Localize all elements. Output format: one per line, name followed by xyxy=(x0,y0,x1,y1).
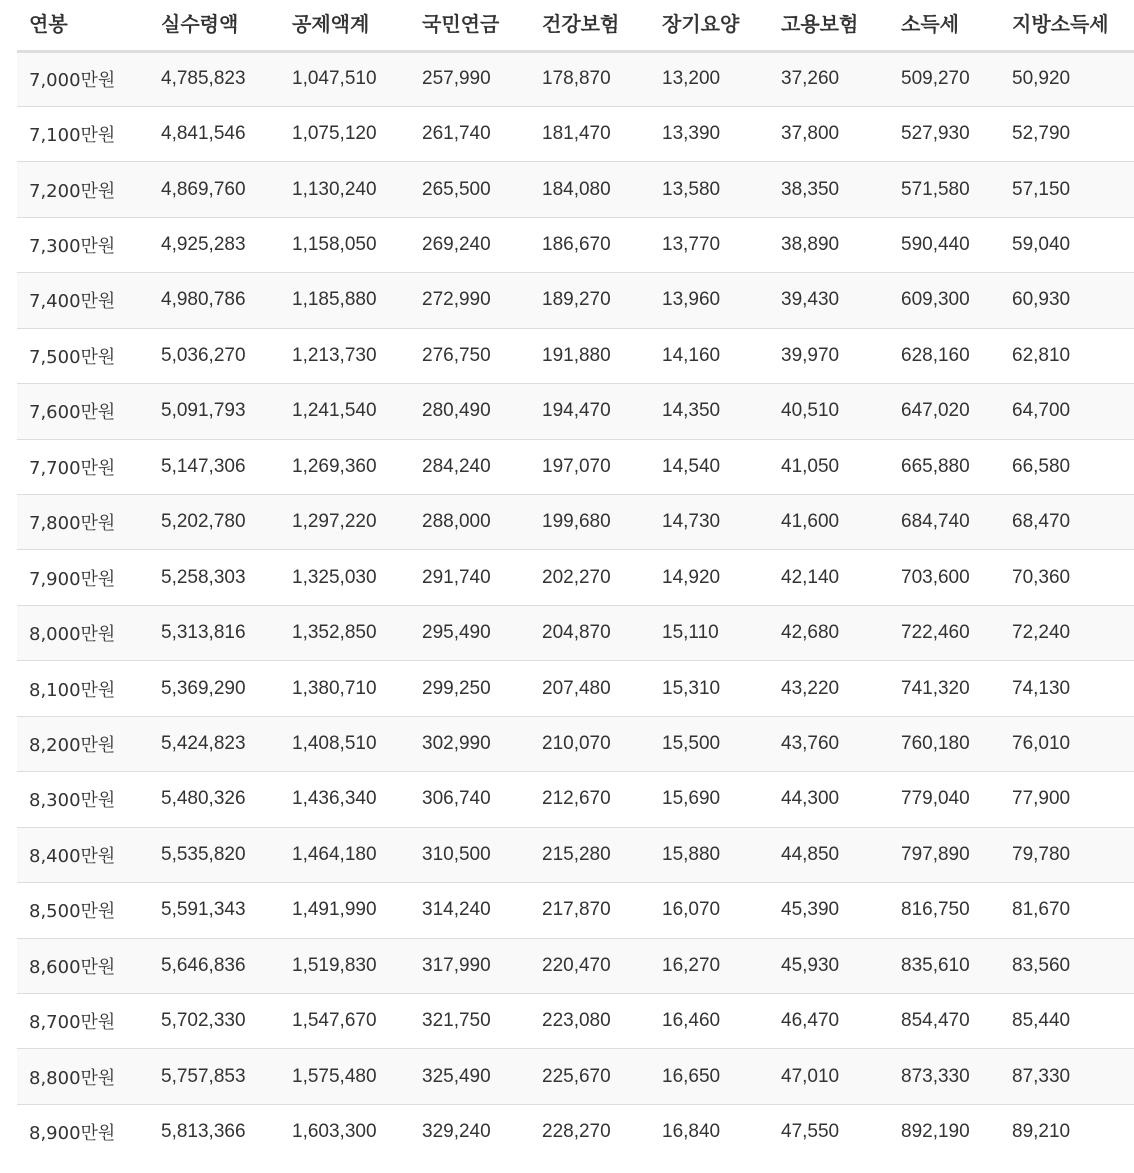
cell-health-insurance: 215,280 xyxy=(530,827,650,882)
cell-health-insurance: 199,680 xyxy=(530,495,650,550)
cell-national-pension: 299,250 xyxy=(410,661,530,716)
cell-salary: 8,700만원 xyxy=(17,993,149,1048)
cell-total-deductions: 1,130,240 xyxy=(280,162,410,217)
cell-health-insurance: 220,470 xyxy=(530,938,650,993)
cell-long-term-care: 15,500 xyxy=(650,716,769,771)
cell-employment-insurance: 41,050 xyxy=(769,439,889,494)
cell-income-tax: 722,460 xyxy=(889,605,1000,660)
cell-local-income-tax: 64,700 xyxy=(1000,384,1134,439)
cell-net-pay: 4,841,546 xyxy=(149,106,280,161)
table-header xyxy=(17,0,1134,51)
cell-employment-insurance: 46,470 xyxy=(769,993,889,1048)
cell-net-pay: 5,202,780 xyxy=(149,495,280,550)
table-row xyxy=(17,495,1134,550)
cell-national-pension: 329,240 xyxy=(410,1104,530,1159)
cell-health-insurance: 225,670 xyxy=(530,1049,650,1104)
table-row xyxy=(17,1049,1134,1104)
table-row xyxy=(17,661,1134,716)
cell-national-pension: 257,990 xyxy=(410,51,530,106)
cell-local-income-tax: 77,900 xyxy=(1000,772,1134,827)
cell-income-tax: 609,300 xyxy=(889,273,1000,328)
cell-income-tax: 760,180 xyxy=(889,716,1000,771)
cell-net-pay: 4,869,760 xyxy=(149,162,280,217)
cell-long-term-care: 14,730 xyxy=(650,495,769,550)
table-row xyxy=(17,51,1134,106)
cell-health-insurance: 202,270 xyxy=(530,550,650,605)
table-row xyxy=(17,162,1134,217)
table-row xyxy=(17,106,1134,161)
table-row xyxy=(17,439,1134,494)
header-long-term-care: 장기요양 xyxy=(650,0,769,51)
header-national-pension: 국민연금 xyxy=(410,0,530,51)
cell-local-income-tax: 57,150 xyxy=(1000,162,1134,217)
table-row xyxy=(17,993,1134,1048)
header-health-insurance: 건강보험 xyxy=(530,0,650,51)
cell-employment-insurance: 43,760 xyxy=(769,716,889,771)
cell-net-pay: 5,480,326 xyxy=(149,772,280,827)
header-employment-insurance: 고용보험 xyxy=(769,0,889,51)
cell-long-term-care: 13,200 xyxy=(650,51,769,106)
cell-salary: 7,200만원 xyxy=(17,162,149,217)
cell-local-income-tax: 76,010 xyxy=(1000,716,1134,771)
cell-local-income-tax: 62,810 xyxy=(1000,328,1134,383)
table-row xyxy=(17,827,1134,882)
cell-salary: 8,500만원 xyxy=(17,883,149,938)
cell-total-deductions: 1,436,340 xyxy=(280,772,410,827)
cell-employment-insurance: 40,510 xyxy=(769,384,889,439)
cell-national-pension: 317,990 xyxy=(410,938,530,993)
cell-health-insurance: 212,670 xyxy=(530,772,650,827)
cell-salary: 7,500만원 xyxy=(17,328,149,383)
cell-income-tax: 647,020 xyxy=(889,384,1000,439)
cell-net-pay: 5,702,330 xyxy=(149,993,280,1048)
cell-national-pension: 288,000 xyxy=(410,495,530,550)
cell-employment-insurance: 38,890 xyxy=(769,217,889,272)
header-local-income-tax: 지방소득세 xyxy=(1000,0,1134,51)
cell-national-pension: 321,750 xyxy=(410,993,530,1048)
cell-net-pay: 5,591,343 xyxy=(149,883,280,938)
cell-income-tax: 628,160 xyxy=(889,328,1000,383)
cell-total-deductions: 1,547,670 xyxy=(280,993,410,1048)
salary-table xyxy=(17,0,1134,1160)
cell-health-insurance: 184,080 xyxy=(530,162,650,217)
cell-long-term-care: 13,580 xyxy=(650,162,769,217)
cell-national-pension: 310,500 xyxy=(410,827,530,882)
cell-total-deductions: 1,408,510 xyxy=(280,716,410,771)
cell-national-pension: 272,990 xyxy=(410,273,530,328)
cell-income-tax: 590,440 xyxy=(889,217,1000,272)
cell-net-pay: 5,258,303 xyxy=(149,550,280,605)
table-row xyxy=(17,938,1134,993)
cell-income-tax: 779,040 xyxy=(889,772,1000,827)
cell-employment-insurance: 37,260 xyxy=(769,51,889,106)
cell-local-income-tax: 89,210 xyxy=(1000,1104,1134,1159)
cell-net-pay: 5,147,306 xyxy=(149,439,280,494)
cell-health-insurance: 223,080 xyxy=(530,993,650,1048)
cell-net-pay: 5,369,290 xyxy=(149,661,280,716)
cell-income-tax: 892,190 xyxy=(889,1104,1000,1159)
cell-local-income-tax: 68,470 xyxy=(1000,495,1134,550)
header-total-deductions: 공제액계 xyxy=(280,0,410,51)
cell-total-deductions: 1,575,480 xyxy=(280,1049,410,1104)
cell-national-pension: 261,740 xyxy=(410,106,530,161)
cell-income-tax: 873,330 xyxy=(889,1049,1000,1104)
cell-total-deductions: 1,158,050 xyxy=(280,217,410,272)
cell-long-term-care: 15,880 xyxy=(650,827,769,882)
cell-net-pay: 4,925,283 xyxy=(149,217,280,272)
cell-local-income-tax: 72,240 xyxy=(1000,605,1134,660)
cell-employment-insurance: 47,550 xyxy=(769,1104,889,1159)
cell-salary: 8,300만원 xyxy=(17,772,149,827)
cell-long-term-care: 15,310 xyxy=(650,661,769,716)
cell-net-pay: 5,091,793 xyxy=(149,384,280,439)
cell-total-deductions: 1,185,880 xyxy=(280,273,410,328)
table-row xyxy=(17,328,1134,383)
cell-total-deductions: 1,519,830 xyxy=(280,938,410,993)
cell-salary: 7,000만원 xyxy=(17,51,149,106)
cell-national-pension: 284,240 xyxy=(410,439,530,494)
cell-health-insurance: 189,270 xyxy=(530,273,650,328)
header-row xyxy=(17,0,1134,51)
cell-net-pay: 5,646,836 xyxy=(149,938,280,993)
cell-local-income-tax: 85,440 xyxy=(1000,993,1134,1048)
cell-salary: 8,000만원 xyxy=(17,605,149,660)
cell-net-pay: 5,036,270 xyxy=(149,328,280,383)
cell-long-term-care: 14,160 xyxy=(650,328,769,383)
cell-income-tax: 854,470 xyxy=(889,993,1000,1048)
cell-salary: 8,800만원 xyxy=(17,1049,149,1104)
cell-long-term-care: 16,070 xyxy=(650,883,769,938)
cell-total-deductions: 1,603,300 xyxy=(280,1104,410,1159)
cell-total-deductions: 1,325,030 xyxy=(280,550,410,605)
cell-long-term-care: 13,960 xyxy=(650,273,769,328)
header-net-pay: 실수령액 xyxy=(149,0,280,51)
cell-salary: 8,200만원 xyxy=(17,716,149,771)
cell-salary: 7,400만원 xyxy=(17,273,149,328)
cell-health-insurance: 181,470 xyxy=(530,106,650,161)
table-row xyxy=(17,716,1134,771)
cell-employment-insurance: 41,600 xyxy=(769,495,889,550)
cell-national-pension: 280,490 xyxy=(410,384,530,439)
cell-local-income-tax: 59,040 xyxy=(1000,217,1134,272)
cell-health-insurance: 186,670 xyxy=(530,217,650,272)
cell-long-term-care: 14,350 xyxy=(650,384,769,439)
cell-employment-insurance: 45,390 xyxy=(769,883,889,938)
cell-employment-insurance: 47,010 xyxy=(769,1049,889,1104)
cell-net-pay: 5,424,823 xyxy=(149,716,280,771)
cell-national-pension: 302,990 xyxy=(410,716,530,771)
cell-income-tax: 741,320 xyxy=(889,661,1000,716)
cell-long-term-care: 13,770 xyxy=(650,217,769,272)
cell-local-income-tax: 83,560 xyxy=(1000,938,1134,993)
cell-total-deductions: 1,464,180 xyxy=(280,827,410,882)
cell-income-tax: 665,880 xyxy=(889,439,1000,494)
cell-net-pay: 4,785,823 xyxy=(149,51,280,106)
cell-health-insurance: 210,070 xyxy=(530,716,650,771)
cell-long-term-care: 16,650 xyxy=(650,1049,769,1104)
cell-long-term-care: 14,920 xyxy=(650,550,769,605)
salary-table-container xyxy=(17,0,1134,1160)
cell-employment-insurance: 45,930 xyxy=(769,938,889,993)
cell-total-deductions: 1,241,540 xyxy=(280,384,410,439)
cell-salary: 7,700만원 xyxy=(17,439,149,494)
cell-national-pension: 325,490 xyxy=(410,1049,530,1104)
cell-salary: 7,300만원 xyxy=(17,217,149,272)
cell-salary: 7,800만원 xyxy=(17,495,149,550)
cell-long-term-care: 13,390 xyxy=(650,106,769,161)
cell-income-tax: 797,890 xyxy=(889,827,1000,882)
cell-local-income-tax: 81,670 xyxy=(1000,883,1134,938)
cell-income-tax: 703,600 xyxy=(889,550,1000,605)
cell-health-insurance: 194,470 xyxy=(530,384,650,439)
cell-salary: 8,600만원 xyxy=(17,938,149,993)
cell-income-tax: 571,580 xyxy=(889,162,1000,217)
cell-health-insurance: 207,480 xyxy=(530,661,650,716)
cell-national-pension: 291,740 xyxy=(410,550,530,605)
cell-income-tax: 509,270 xyxy=(889,51,1000,106)
cell-net-pay: 5,313,816 xyxy=(149,605,280,660)
cell-health-insurance: 197,070 xyxy=(530,439,650,494)
cell-employment-insurance: 42,140 xyxy=(769,550,889,605)
cell-net-pay: 5,757,853 xyxy=(149,1049,280,1104)
cell-health-insurance: 228,270 xyxy=(530,1104,650,1159)
cell-employment-insurance: 37,800 xyxy=(769,106,889,161)
table-row xyxy=(17,883,1134,938)
cell-long-term-care: 16,840 xyxy=(650,1104,769,1159)
cell-net-pay: 5,813,366 xyxy=(149,1104,280,1159)
cell-long-term-care: 15,110 xyxy=(650,605,769,660)
cell-salary: 8,100만원 xyxy=(17,661,149,716)
cell-total-deductions: 1,352,850 xyxy=(280,605,410,660)
cell-salary: 7,600만원 xyxy=(17,384,149,439)
cell-local-income-tax: 79,780 xyxy=(1000,827,1134,882)
cell-employment-insurance: 44,300 xyxy=(769,772,889,827)
cell-salary: 7,900만원 xyxy=(17,550,149,605)
cell-total-deductions: 1,491,990 xyxy=(280,883,410,938)
cell-long-term-care: 14,540 xyxy=(650,439,769,494)
cell-employment-insurance: 39,430 xyxy=(769,273,889,328)
cell-local-income-tax: 60,930 xyxy=(1000,273,1134,328)
cell-health-insurance: 204,870 xyxy=(530,605,650,660)
cell-total-deductions: 1,297,220 xyxy=(280,495,410,550)
cell-local-income-tax: 87,330 xyxy=(1000,1049,1134,1104)
cell-salary: 8,400만원 xyxy=(17,827,149,882)
table-row xyxy=(17,384,1134,439)
header-income-tax: 소득세 xyxy=(889,0,1000,51)
cell-long-term-care: 15,690 xyxy=(650,772,769,827)
cell-local-income-tax: 66,580 xyxy=(1000,439,1134,494)
cell-national-pension: 269,240 xyxy=(410,217,530,272)
cell-national-pension: 306,740 xyxy=(410,772,530,827)
cell-salary: 8,900만원 xyxy=(17,1104,149,1159)
cell-health-insurance: 217,870 xyxy=(530,883,650,938)
table-body xyxy=(17,51,1134,1160)
cell-net-pay: 4,980,786 xyxy=(149,273,280,328)
cell-national-pension: 276,750 xyxy=(410,328,530,383)
header-salary: 연봉 xyxy=(17,0,149,51)
cell-total-deductions: 1,269,360 xyxy=(280,439,410,494)
cell-total-deductions: 1,047,510 xyxy=(280,51,410,106)
cell-employment-insurance: 44,850 xyxy=(769,827,889,882)
cell-total-deductions: 1,380,710 xyxy=(280,661,410,716)
table-row xyxy=(17,605,1134,660)
cell-total-deductions: 1,213,730 xyxy=(280,328,410,383)
cell-employment-insurance: 38,350 xyxy=(769,162,889,217)
cell-local-income-tax: 74,130 xyxy=(1000,661,1134,716)
cell-national-pension: 295,490 xyxy=(410,605,530,660)
cell-local-income-tax: 52,790 xyxy=(1000,106,1134,161)
cell-health-insurance: 178,870 xyxy=(530,51,650,106)
cell-net-pay: 5,535,820 xyxy=(149,827,280,882)
table-row xyxy=(17,217,1134,272)
cell-employment-insurance: 43,220 xyxy=(769,661,889,716)
cell-health-insurance: 191,880 xyxy=(530,328,650,383)
cell-long-term-care: 16,460 xyxy=(650,993,769,1048)
cell-income-tax: 684,740 xyxy=(889,495,1000,550)
cell-total-deductions: 1,075,120 xyxy=(280,106,410,161)
table-row xyxy=(17,772,1134,827)
cell-local-income-tax: 70,360 xyxy=(1000,550,1134,605)
cell-local-income-tax: 50,920 xyxy=(1000,51,1134,106)
cell-salary: 7,100만원 xyxy=(17,106,149,161)
cell-employment-insurance: 39,970 xyxy=(769,328,889,383)
cell-income-tax: 835,610 xyxy=(889,938,1000,993)
table-row xyxy=(17,550,1134,605)
table-row xyxy=(17,273,1134,328)
table-row xyxy=(17,1104,1134,1159)
cell-long-term-care: 16,270 xyxy=(650,938,769,993)
cell-employment-insurance: 42,680 xyxy=(769,605,889,660)
cell-national-pension: 265,500 xyxy=(410,162,530,217)
cell-national-pension: 314,240 xyxy=(410,883,530,938)
cell-income-tax: 527,930 xyxy=(889,106,1000,161)
cell-income-tax: 816,750 xyxy=(889,883,1000,938)
